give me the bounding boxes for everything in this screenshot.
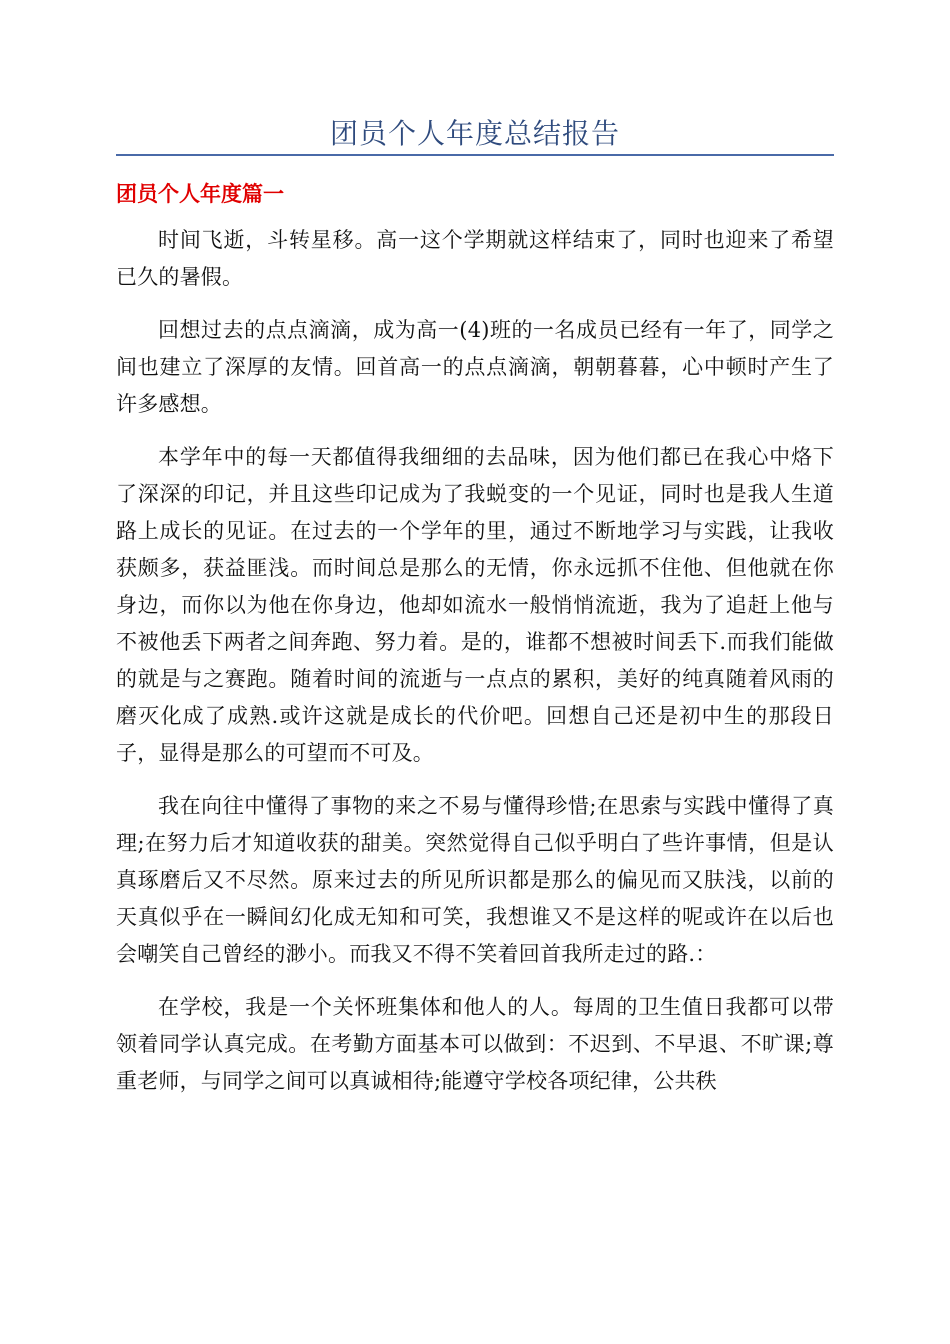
document-title: 团员个人年度总结报告 <box>329 117 620 150</box>
title-divider <box>116 154 834 156</box>
paragraph: 时间飞逝，斗转星移。高一这个学期就这样结束了，同时也迎来了希望已久的暑假。 <box>116 228 834 289</box>
section-heading: 团员个人年度篇一 <box>116 182 284 206</box>
paragraph: 我在向往中懂得了事物的来之不易与懂得珍惜;在思索与实践中懂得了真理;在努力后才知道收获的甜美。突然觉得自己似乎明白了些许事情，但是认真琢磨后又不尽然。原来过去的所见所识都是那么的偏见而又肤浅，以前的天真似乎在一瞬间幻化成无知和可笑，我想谁又不是这样的呢或许在以后也会嘲笑自己曾经的渺小。而我又不得不笑着回首我所走过的路.： <box>116 794 834 966</box>
paragraph: 本学年中的每一天都值得我细细的去品味，因为他们都已在我心中烙下了深深的印记，并且这些印记成为了我蜕变的一个见证，同时也是我人生道路上成长的见证。在过去的一个学年的里，通过不断地学习与实践，让我收获颇多，获益匪浅。而时间总是那么的无情，你永远抓不住他、但他就在你身边，而你以为他在你身边，他却如流水一般悄悄流逝，我为了追赶上他与不被他丢下两者之间奔跑、努力着。是的，谁都不想被时间丢下.而我们能做的就是与之赛跑。随着时间的流逝与一点点的累积，美好的纯真随着风雨的磨灭化成了成熟.或许这就是成长的代价吧。回想自己还是初中生的那段日子，显得是那么的可望而不可及。 <box>116 445 834 765</box>
paragraph: 回想过去的点点滴滴，成为高一(4)班的一名成员已经有一年了，同学之间也建立了深厚的友情。回首高一的点点滴滴，朝朝暮暮，心中顿时产生了许多感想。 <box>116 318 834 416</box>
document-body <box>116 222 834 1116</box>
paragraph: 在学校，我是一个关怀班集体和他人的人。每周的卫生值日我都可以带领着同学认真完成。在考勤方面基本可以做到：不迟到、不早退、不旷课;尊重老师，与同学之间可以真诚相待;能遵守学校各项纪律，公共秩 <box>116 995 834 1093</box>
